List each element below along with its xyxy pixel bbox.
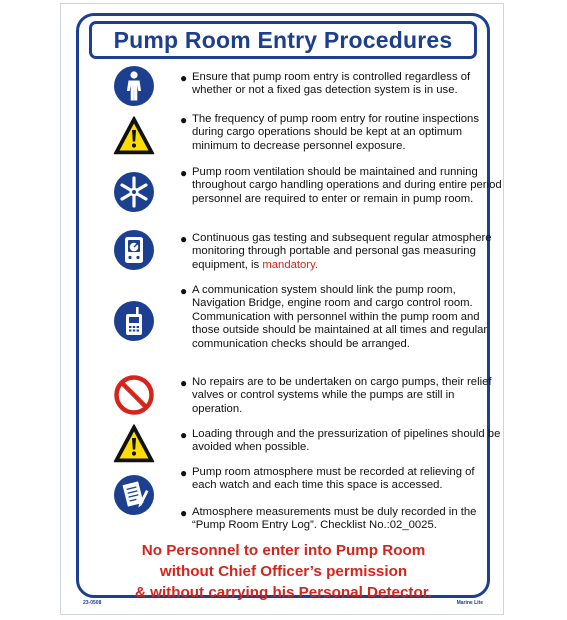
item-text: No repairs are to be undertaken on cargo pumps, their relief valves or control systems while the pumps are still in operation. <box>192 376 492 415</box>
warning-line: & without carrying his Personal Detector. <box>134 584 433 601</box>
logbook-icon <box>113 474 155 516</box>
list-item <box>180 232 502 272</box>
item-text <box>192 232 502 272</box>
bullet-icon: ● <box>180 376 188 390</box>
list-item <box>180 113 502 153</box>
bullet-icon: ● <box>180 466 188 480</box>
title-box <box>89 21 477 59</box>
list-item <box>180 71 502 98</box>
bullet-icon: ● <box>180 232 188 246</box>
bullet-icon: ● <box>180 428 188 442</box>
list-item <box>180 166 502 206</box>
item-text: Atmosphere measurements must be duly recorded in the “Pump Room Entry Log”. Checklist No.:02_0025. <box>192 506 477 532</box>
item-text: The frequency of pump room entry for routine inspections during cargo operations should be kept at an optimum minimum to decrease personnel exposure. <box>192 113 479 152</box>
item-text: A communication system should link the pump room, Navigation Bridge, engine room and cargo control room. Communication with personnel within the pump room and those outside should be maintained at all times and regular communication checks should be arranged. <box>192 284 488 350</box>
warning-line: without Chief Officer’s permission <box>159 563 408 580</box>
brand-name: Marine Lite <box>456 600 483 606</box>
item-text: Loading through and the pressurization of pipelines should be avoided when possible. <box>192 428 501 454</box>
warning-line: No Personnel to enter into Pump Room <box>141 542 426 559</box>
safety-sign <box>60 3 504 615</box>
bullet-icon: ● <box>180 284 188 298</box>
bullet-icon: ● <box>180 113 188 127</box>
list-item <box>180 428 502 455</box>
bullet-icon: ● <box>180 71 188 85</box>
prohibition-icon <box>113 374 155 416</box>
bullet-icon: ● <box>180 166 188 180</box>
product-code: 23-0508 <box>83 600 102 606</box>
page-title: Pump Room Entry Procedures <box>113 27 453 53</box>
ventilation-fan-icon <box>113 171 155 213</box>
item-text: Pump room ventilation should be maintained and running throughout cargo handling operations and during entire period personnel are required to enter or remain in pump room. <box>192 166 502 205</box>
warning-triangle-icon <box>113 423 155 465</box>
person-icon <box>113 65 155 107</box>
warning-triangle-icon <box>113 115 155 157</box>
item-text: Ensure that pump room entry is controlled regardless of whether or not a fixed gas detection system is in use. <box>192 71 471 97</box>
list-item <box>180 466 502 493</box>
item-text-main: Continuous gas testing and subsequent regular atmosphere monitoring through portable and personal gas measuring equipment, is <box>192 232 492 271</box>
list-item <box>180 284 502 351</box>
list-item <box>180 376 502 416</box>
item-text: Pump room atmosphere must be recorded at relieving of each watch and each time this space is accessed. <box>192 466 475 492</box>
mandatory-text: mandatory. <box>262 258 319 271</box>
gas-detector-icon <box>113 229 155 271</box>
bullet-icon: ● <box>180 506 188 520</box>
list-item <box>180 506 502 533</box>
radio-icon <box>113 300 155 342</box>
